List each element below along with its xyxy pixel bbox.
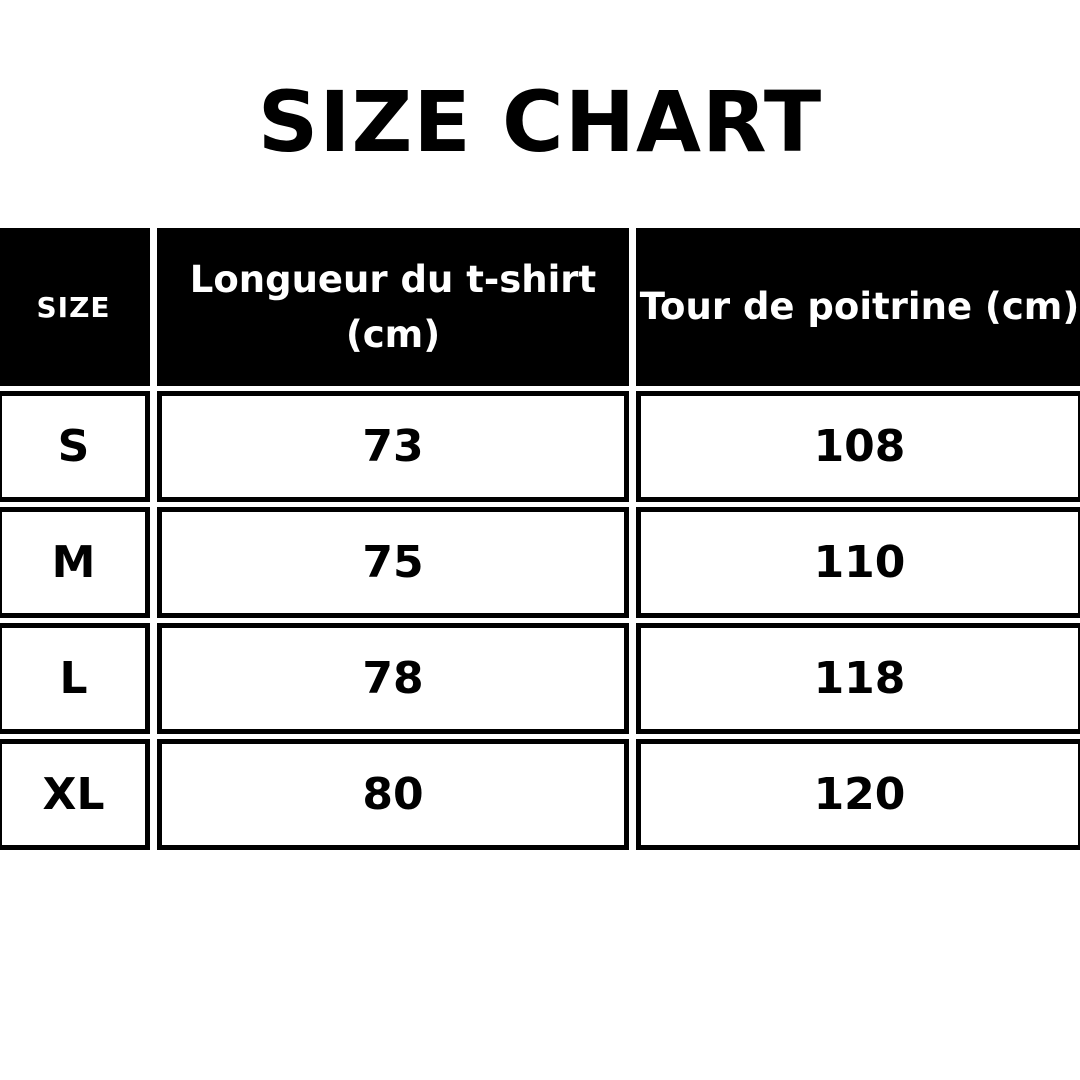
size-cell-m: M bbox=[0, 507, 150, 618]
column-header-size: SIZE bbox=[0, 228, 150, 386]
size-cell-xl: XL bbox=[0, 739, 150, 850]
chest-cell-m: 110 bbox=[636, 507, 1080, 618]
size-cell-s: S bbox=[0, 391, 150, 502]
size-table bbox=[0, 228, 1080, 850]
column-header-length: Longueur du t-shirt (cm) bbox=[157, 228, 629, 386]
length-cell-xl: 80 bbox=[157, 739, 629, 850]
chest-cell-s: 108 bbox=[636, 391, 1080, 502]
page-title: SIZE CHART bbox=[257, 73, 823, 171]
length-cell-l: 78 bbox=[157, 623, 629, 734]
length-cell-s: 73 bbox=[157, 391, 629, 502]
chest-cell-l: 118 bbox=[636, 623, 1080, 734]
column-header-chest: Tour de poitrine (cm) bbox=[636, 228, 1080, 386]
chest-cell-xl: 120 bbox=[636, 739, 1080, 850]
size-cell-l: L bbox=[0, 623, 150, 734]
length-cell-m: 75 bbox=[157, 507, 629, 618]
